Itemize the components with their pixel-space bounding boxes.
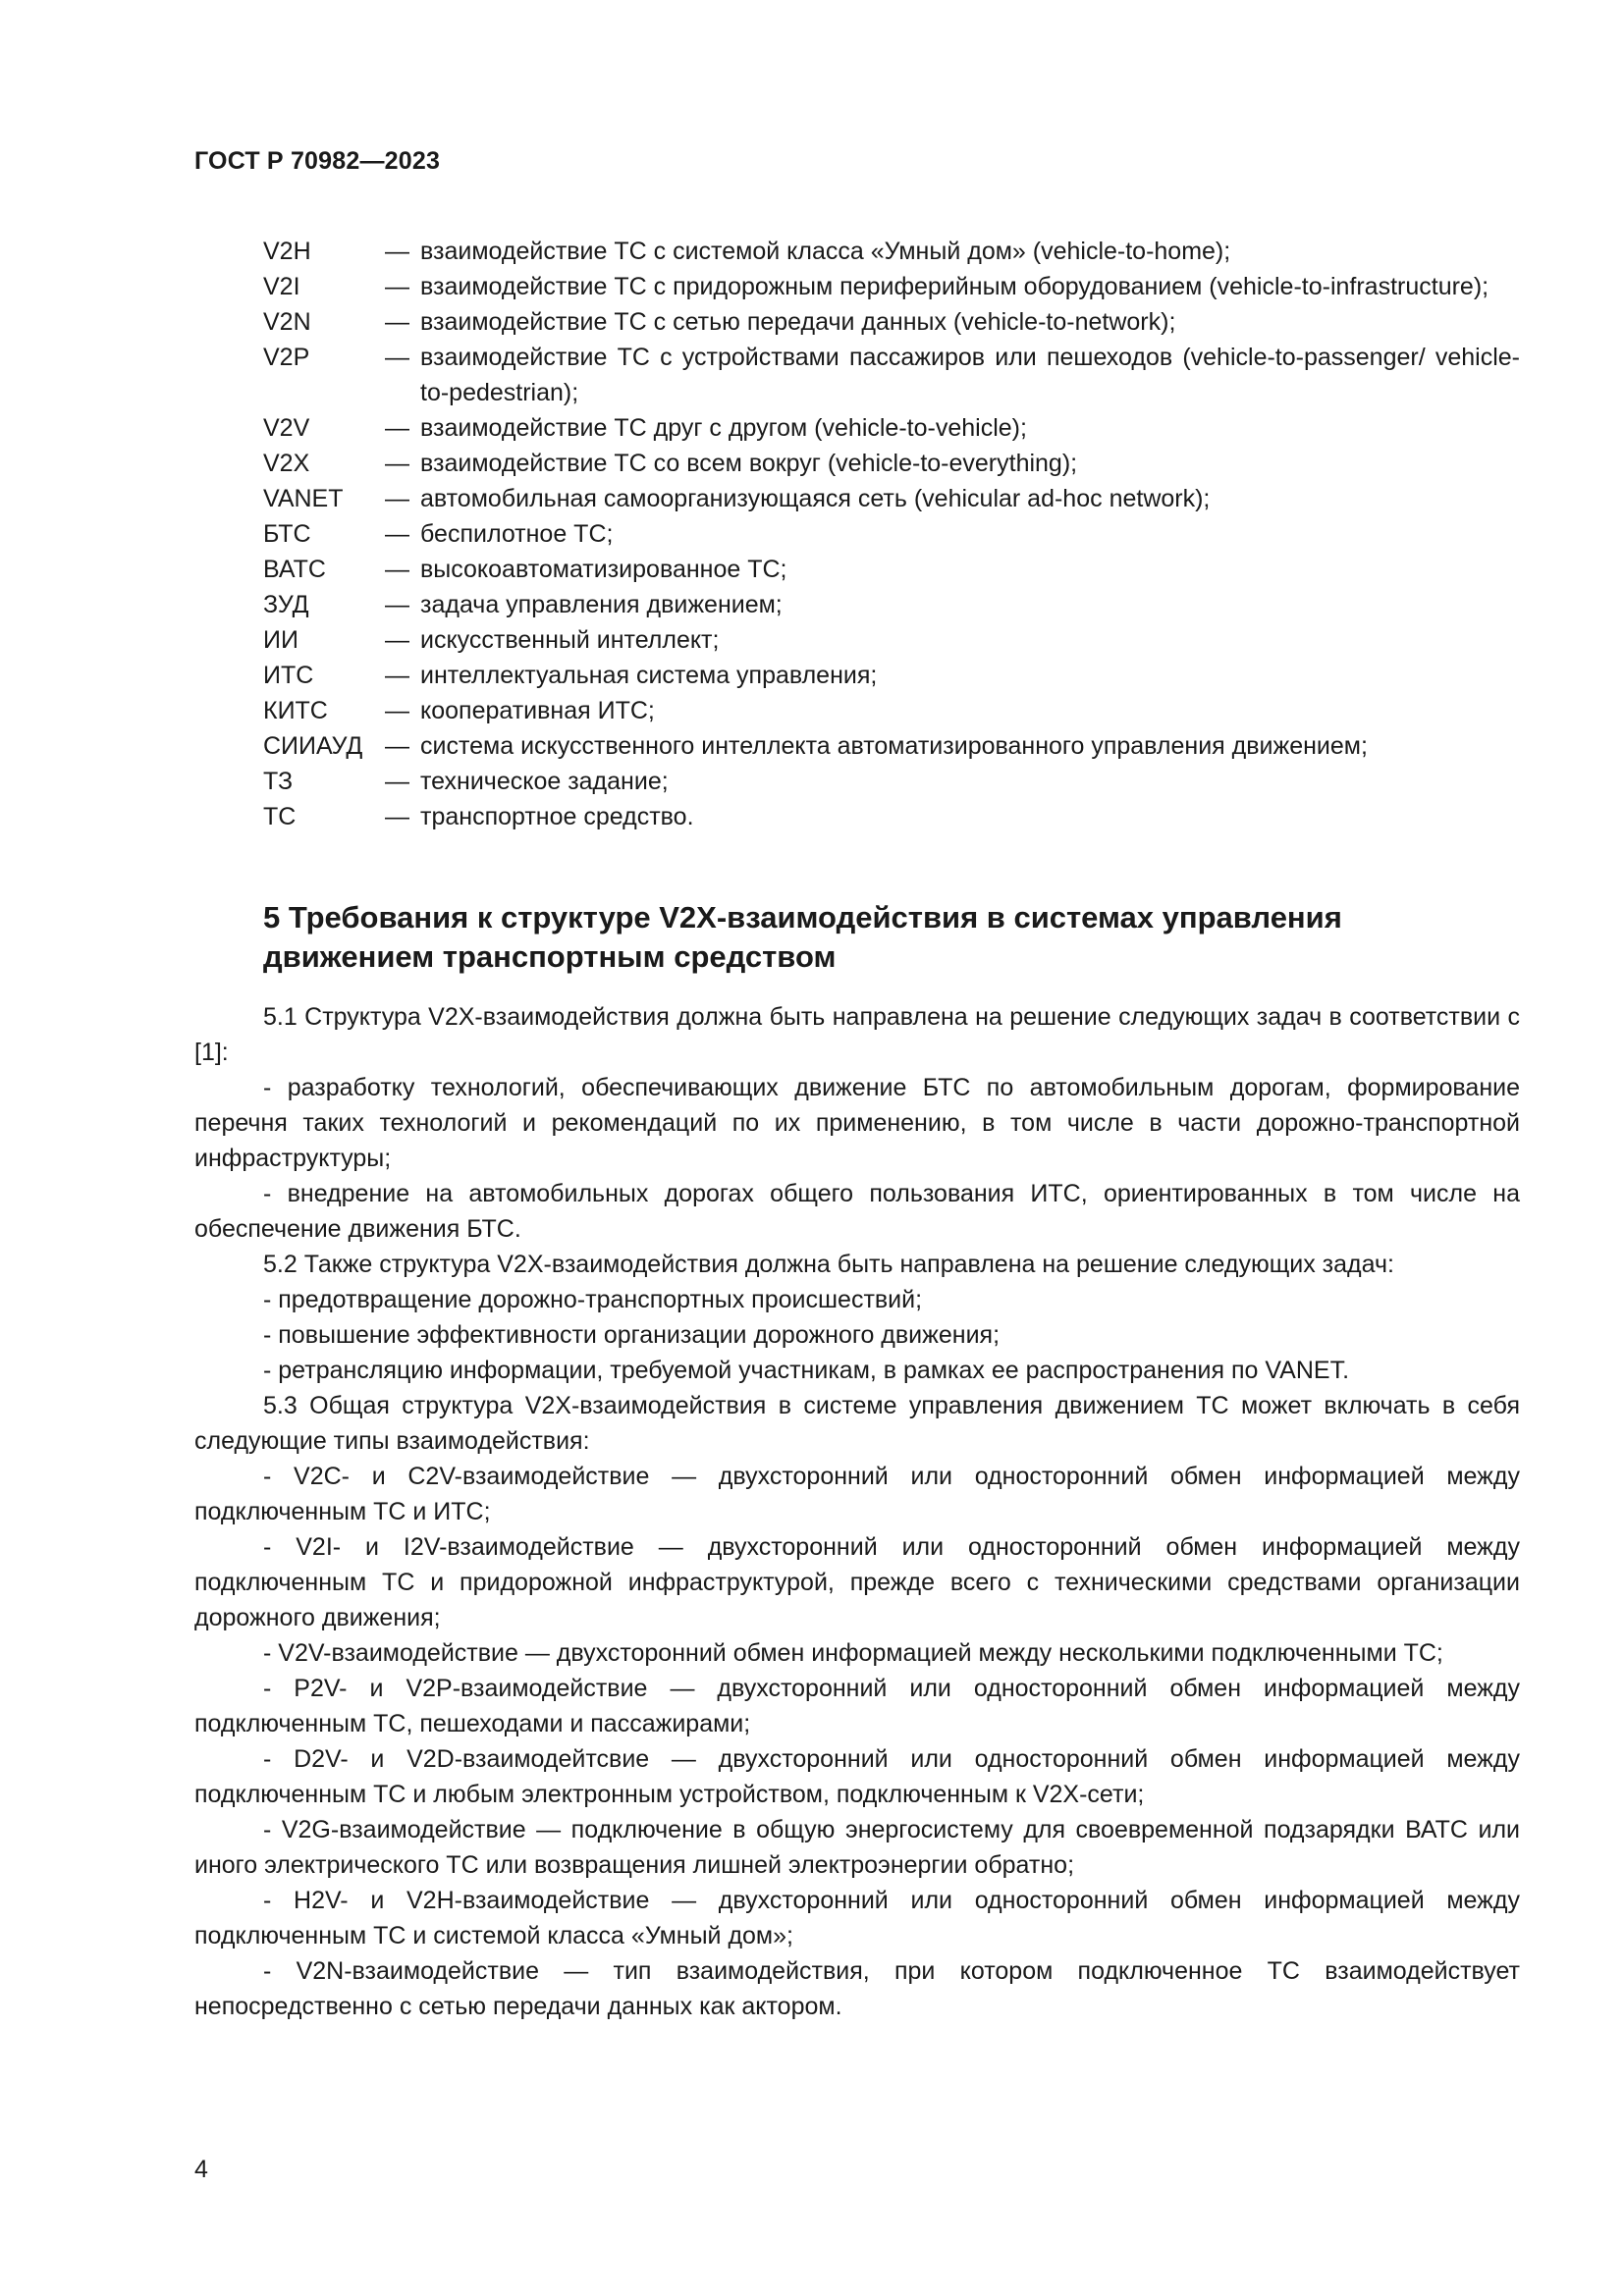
abbreviation-dash: —: [385, 626, 409, 654]
abbreviation-dash: —: [385, 591, 409, 618]
abbreviation-dash: —: [385, 697, 409, 724]
section-paragraph: - V2I- и I2V-взаимодействие — двухсторонний или односторонний обмен информацией между подключенным ТС и придорожной инфраструктурой, прежде всего с техническими средствами организации дорожного движения;: [194, 1533, 1520, 1631]
abbreviation-row: [263, 234, 1520, 269]
abbreviation-term: VANET: [263, 485, 344, 512]
abbreviation-definition: взаимодействие ТС с системой класса «Умный дом» (vehicle-to-home);: [420, 238, 1231, 265]
abbreviations-list: [263, 234, 1520, 834]
abbreviation-term: ИТС: [263, 662, 314, 689]
section-heading: 5 Требования к структуре V2X-взаимодействия в системах управления движением транспортным средством: [263, 900, 1342, 974]
abbreviation-definition: взаимодействие ТС с сетью передачи данных (vehicle-to-network);: [420, 308, 1176, 336]
abbreviation-row: [263, 587, 1520, 622]
abbreviation-definition: техническое задание;: [420, 768, 669, 795]
abbreviation-row: [263, 269, 1520, 304]
abbreviation-row: [263, 658, 1520, 693]
section-paragraph: - D2V- и V2D-взаимодейтсвие — двухсторонний или односторонний обмен информацией между подключенным ТС и любым электронным устройством, подключенным к V2X-сети;: [194, 1745, 1520, 1808]
abbreviation-definition: взаимодействие ТС друг с другом (vehicle-to-vehicle);: [420, 414, 1027, 442]
abbreviation-term: ВАТС: [263, 556, 326, 583]
section-paragraph: - V2C- и C2V-взаимодействие — двухсторонний или односторонний обмен информацией между подключенным ТС и ИТС;: [194, 1463, 1520, 1525]
abbreviation-definition: кооперативная ИТС;: [420, 697, 655, 724]
abbreviation-dash: —: [385, 485, 409, 512]
section-paragraph: - H2V- и V2H-взаимодействие — двухсторонний или односторонний обмен информацией между подключенным ТС и системой класса «Умный дом»;: [194, 1887, 1520, 1949]
abbreviation-definition: беспилотное ТС;: [420, 520, 614, 548]
abbreviation-row: [263, 728, 1520, 764]
abbreviation-term: V2H: [263, 238, 311, 265]
abbreviation-row: [263, 340, 1520, 410]
page-number: 4: [194, 2156, 208, 2183]
abbreviation-term: V2N: [263, 308, 311, 336]
section-paragraph: 5.3 Общая структура V2X-взаимодействия в системе управления движением ТС может включать в себя следующие типы взаимодействия:: [194, 1392, 1520, 1455]
abbreviation-row: [263, 799, 1520, 834]
section-paragraph: - V2V-взаимодействие — двухсторонний обмен информацией между несколькими подключенными ТС;: [263, 1639, 1443, 1667]
abbreviation-term: БТС: [263, 520, 311, 548]
section-paragraph: - V2G-взаимодействие — подключение в общую энергосистему для своевременной подзарядки ВАТС или иного электрического ТС или возвращения лишней электроэнергии обратно;: [194, 1816, 1520, 1879]
abbreviation-definition: взаимодействие ТС с устройствами пассажиров или пешеходов (vehicle-to-passenger/ vehicle-to-pedestrian);: [420, 344, 1520, 406]
abbreviation-dash: —: [385, 344, 409, 371]
section-paragraph: - повышение эффективности организации дорожного движения;: [263, 1321, 1001, 1349]
abbreviation-dash: —: [385, 556, 409, 583]
abbreviation-term: V2V: [263, 414, 310, 442]
abbreviation-dash: —: [385, 803, 409, 830]
abbreviation-term: V2I: [263, 273, 300, 300]
abbreviation-row: [263, 622, 1520, 658]
section-paragraph: - предотвращение дорожно-транспортных происшествий;: [263, 1286, 923, 1313]
abbreviation-definition: высокоавтоматизированное ТС;: [420, 556, 787, 583]
abbreviation-dash: —: [385, 732, 409, 760]
abbreviation-definition: задача управления движением;: [420, 591, 783, 618]
abbreviation-dash: —: [385, 414, 409, 442]
abbreviation-definition: автомобильная самоорганизующаяся сеть (vehicular ad-hoc network);: [420, 485, 1211, 512]
abbreviation-dash: —: [385, 662, 409, 689]
abbreviation-dash: —: [385, 450, 409, 477]
abbreviation-term: ИИ: [263, 626, 298, 654]
abbreviation-definition: искусственный интеллект;: [420, 626, 720, 654]
abbreviation-term: ТС: [263, 803, 297, 830]
abbreviation-definition: система искусственного интеллекта автоматизированного управления движением;: [420, 732, 1368, 760]
section-paragraph: - разработку технологий, обеспечивающих движение БТС по автомобильным дорогам, формирование перечня таких технологий и рекомендаций по их применению, в том числе в части дорожно-транспортной инфраструктуры;: [194, 1074, 1520, 1172]
abbreviation-definition: взаимодействие ТС со всем вокруг (vehicle-to-everything);: [420, 450, 1078, 477]
abbreviation-row: [263, 410, 1520, 446]
abbreviation-dash: —: [385, 520, 409, 548]
abbreviation-row: [263, 516, 1520, 552]
abbreviation-row: [263, 764, 1520, 799]
abbreviation-row: [263, 481, 1520, 516]
section-paragraph: 5.2 Также структура V2X-взаимодействия должна быть направлена на решение следующих задач:: [263, 1251, 1394, 1278]
abbreviation-term: V2X: [263, 450, 310, 477]
abbreviation-term: V2P: [263, 344, 310, 371]
abbreviation-definition: интеллектуальная система управления;: [420, 662, 878, 689]
abbreviation-dash: —: [385, 238, 409, 265]
section-body: [194, 999, 1520, 2024]
abbreviation-row: [263, 446, 1520, 481]
abbreviation-term: КИТС: [263, 697, 328, 724]
abbreviation-definition: транспортное средство.: [420, 803, 694, 830]
abbreviation-dash: —: [385, 308, 409, 336]
abbreviation-term: ЗУД: [263, 591, 309, 618]
section-paragraph: 5.1 Структура V2X-взаимодействия должна быть направлена на решение следующих задач в соответствии с [1]:: [194, 1003, 1520, 1066]
abbreviation-row: [263, 693, 1520, 728]
section-paragraph: - ретрансляцию информации, требуемой участникам, в рамках ее распространения по VANET.: [263, 1357, 1350, 1384]
abbreviation-row: [263, 552, 1520, 587]
abbreviation-term: СИИАУД: [263, 732, 363, 760]
abbreviation-term: ТЗ: [263, 768, 294, 795]
section-paragraph: - внедрение на автомобильных дорогах общего пользования ИТС, ориентированных в том числе на обеспечение движения БТС.: [194, 1180, 1520, 1243]
section-paragraph: - V2N-взаимодействие — тип взаимодействия, при котором подключенное ТС взаимодействует непосредственно с сетью передачи данных как актором.: [194, 1957, 1520, 2020]
abbreviation-row: [263, 304, 1520, 340]
abbreviation-definition: взаимодействие ТС с придорожным периферийным оборудованием (vehicle-to-infrastructure);: [420, 273, 1489, 300]
abbreviation-dash: —: [385, 273, 409, 300]
section-paragraph: - P2V- и V2P-взаимодействие — двухсторонний или односторонний обмен информацией между подключенным ТС, пешеходами и пассажирами;: [194, 1675, 1520, 1737]
abbreviation-dash: —: [385, 768, 409, 795]
standard-code-header: ГОСТ Р 70982—2023: [194, 147, 441, 175]
